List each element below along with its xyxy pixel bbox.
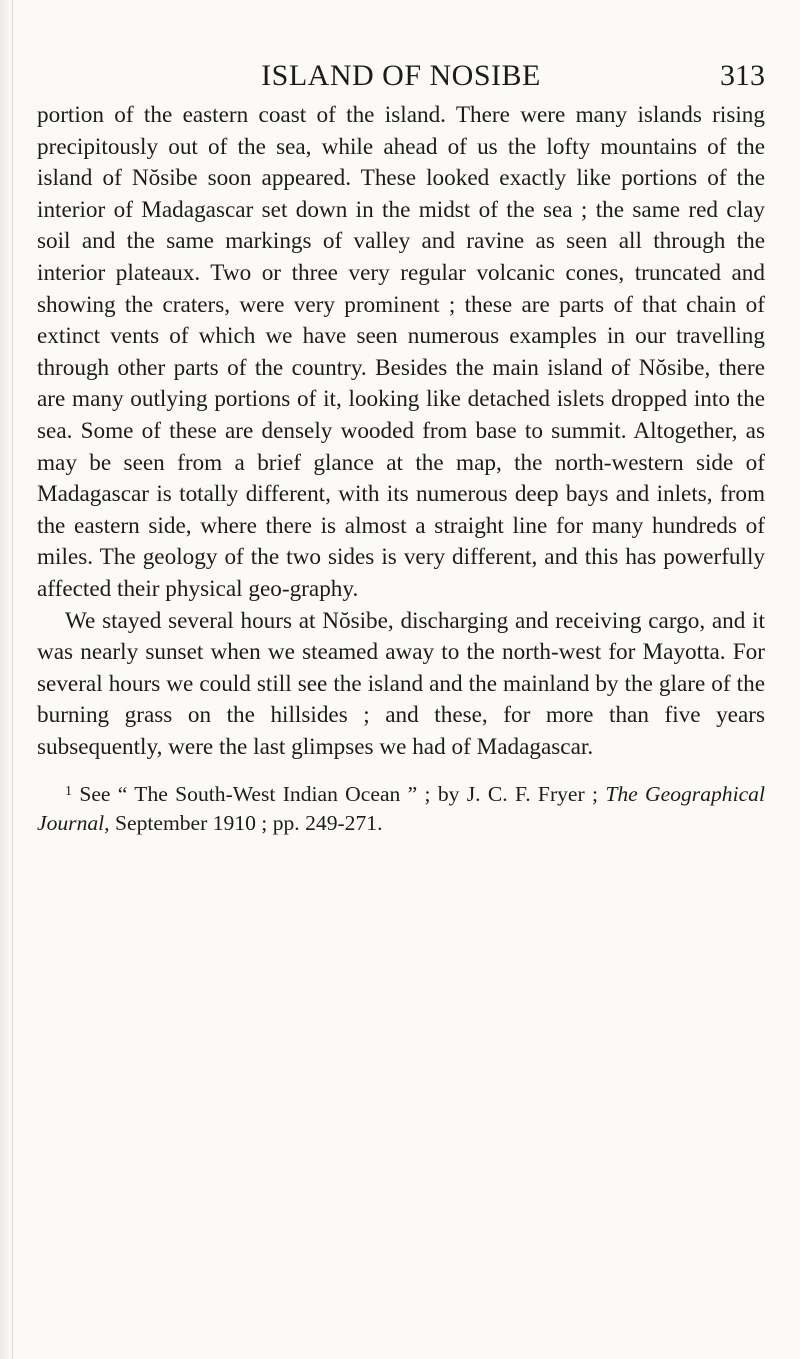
- paragraph: We stayed several hours at Nŏsibe, discharging and receiving cargo, and it was nearly sunset when we steamed away to the north-west for Mayotta. For several hours we could still see the island and the mainland by the glare of the burning grass on the hillsides ; and these, for more than five years subsequently, were the last glimpses we had of Madagascar.: [37, 607, 765, 760]
- footnote: [37, 777, 765, 838]
- footnote-journal-title: The Geographical Journal,: [37, 782, 765, 836]
- footnote-date-pages: September 1910 ; pp. 249-271.: [114, 811, 383, 836]
- page-gutter-shadow: [0, 0, 12, 1359]
- paragraph: portion of the eastern coast of the island. There were many islands rising precipitously out of the sea, while ahead of us the lofty mountains of the island of Nŏsibe soon appeared. These looked exactly like portions of the interior of Madagascar set down in the midst of the sea ; the same red clay soil and the same markings of valley and ravine as seen all through the interior plateaux. Two or three very regular volcanic cones, truncated and showing the craters, were very prominent ; these are parts of that chain of extinct vents of which we have seen numerous examples in our travelling through other parts of the country. Besides the main island of Nŏsibe, there are many outlying portions of it, looking like detached islets dropped into the sea. Some of these are densely wooded from base to summit. Altogether, as may be seen from a brief glance at the map, the north-western side of Madagascar is totally different, with its numerous deep bays and inlets, from the eastern side, where there is almost a straight line for many hundreds of miles. The geology of the two sides is very different, and this has powerfully affected their physical geo-graphy.: [37, 102, 765, 602]
- body-text: [37, 100, 765, 838]
- page-gutter-edge: [12, 0, 13, 1359]
- footnote-marker: 1: [65, 784, 72, 800]
- footnote-citation: See “ The South-West Indian Ocean ” ; by J. C. F. Fryer ;: [79, 782, 599, 807]
- running-title: ISLAND OF NOSIBE: [261, 59, 541, 92]
- page-header: [37, 58, 765, 98]
- page-number: 313: [720, 59, 765, 92]
